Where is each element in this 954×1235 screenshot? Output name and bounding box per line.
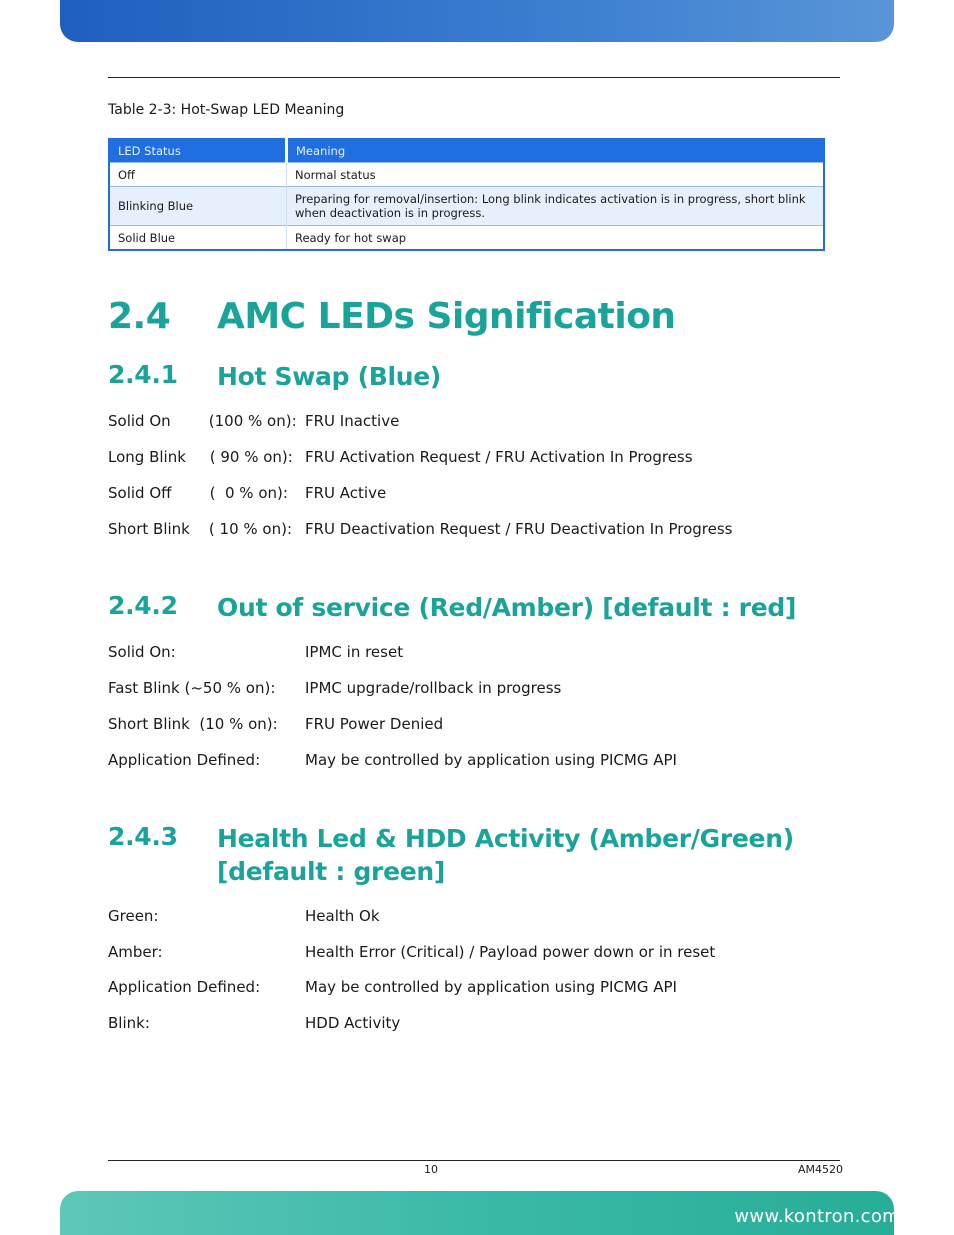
website-link[interactable]: www.kontron.com: [734, 1206, 900, 1227]
led-meaning: Health Ok: [305, 907, 380, 925]
subsection-title: Hot Swap (Blue): [217, 362, 442, 391]
section-heading: [108, 296, 676, 337]
led-state: Long Blink ( 90 % on):: [108, 448, 293, 466]
led-state: Short Blink ( 10 % on):: [108, 520, 292, 538]
cell-status: Solid Blue: [109, 226, 287, 251]
table-row: [109, 226, 824, 251]
cell-status: Blinking Blue: [109, 187, 287, 226]
led-state: Application Defined:: [108, 751, 261, 769]
led-state: Solid Off ( 0 % on):: [108, 484, 288, 502]
led-state: Fast Blink (~50 % on):: [108, 679, 276, 697]
subsection-number: 2.4.1: [108, 360, 178, 389]
led-state: Application Defined:: [108, 978, 261, 996]
cell-meaning: Preparing for removal/insertion: Long blink indicates activation is in progress, short blink when deactivation is in progress.: [287, 187, 825, 226]
led-state: Solid On (100 % on):: [108, 412, 297, 430]
section-title: AMC LEDs Signification: [217, 296, 676, 337]
led-meaning: IPMC in reset: [305, 643, 404, 661]
led-meaning: FRU Activation Request / FRU Activation In Progress: [305, 448, 693, 466]
table-row: [109, 187, 824, 226]
hot-swap-led-table: [108, 138, 825, 251]
led-meaning: HDD Activity: [305, 1014, 401, 1032]
column-header-meaning: Meaning: [287, 139, 825, 163]
led-state: Amber:: [108, 943, 163, 961]
cell-meaning: Normal status: [287, 163, 825, 187]
subsection-number: 2.4.2: [108, 591, 178, 620]
footer-rule: [108, 1160, 840, 1161]
subsection-title: Out of service (Red/Amber) [default : red]: [217, 593, 797, 622]
table-caption: Table 2-3: Hot-Swap LED Meaning: [108, 102, 345, 118]
led-state: Short Blink (10 % on):: [108, 715, 278, 733]
led-meaning: May be controlled by application using PICMG API: [305, 978, 677, 996]
cell-status: Off: [109, 163, 287, 187]
led-state: Green:: [108, 907, 159, 925]
subsection-number: 2.4.3: [108, 822, 178, 851]
subsection-title: Health Led & HDD Activity (Amber/Green) [default : green]: [217, 824, 794, 886]
table-row: [109, 163, 824, 187]
led-meaning: IPMC upgrade/rollback in progress: [305, 679, 562, 697]
led-meaning: FRU Deactivation Request / FRU Deactivation In Progress: [305, 520, 733, 538]
cell-meaning: Ready for hot swap: [287, 226, 825, 251]
led-state: Solid On:: [108, 643, 176, 661]
led-meaning: May be controlled by application using PICMG API: [305, 751, 677, 769]
led-meaning: Health Error (Critical) / Payload power down or in reset: [305, 943, 716, 961]
led-state: Blink:: [108, 1014, 150, 1032]
section-number: 2.4: [108, 296, 171, 337]
led-meaning: FRU Active: [305, 484, 387, 502]
page-number: 10: [424, 1163, 438, 1176]
document-id: AM4520: [798, 1163, 844, 1176]
top-banner: [60, 0, 894, 42]
header-rule: [108, 77, 840, 78]
led-meaning: FRU Inactive: [305, 412, 400, 430]
led-meaning: FRU Power Denied: [305, 715, 444, 733]
column-header-led-status: LED Status: [109, 139, 287, 163]
